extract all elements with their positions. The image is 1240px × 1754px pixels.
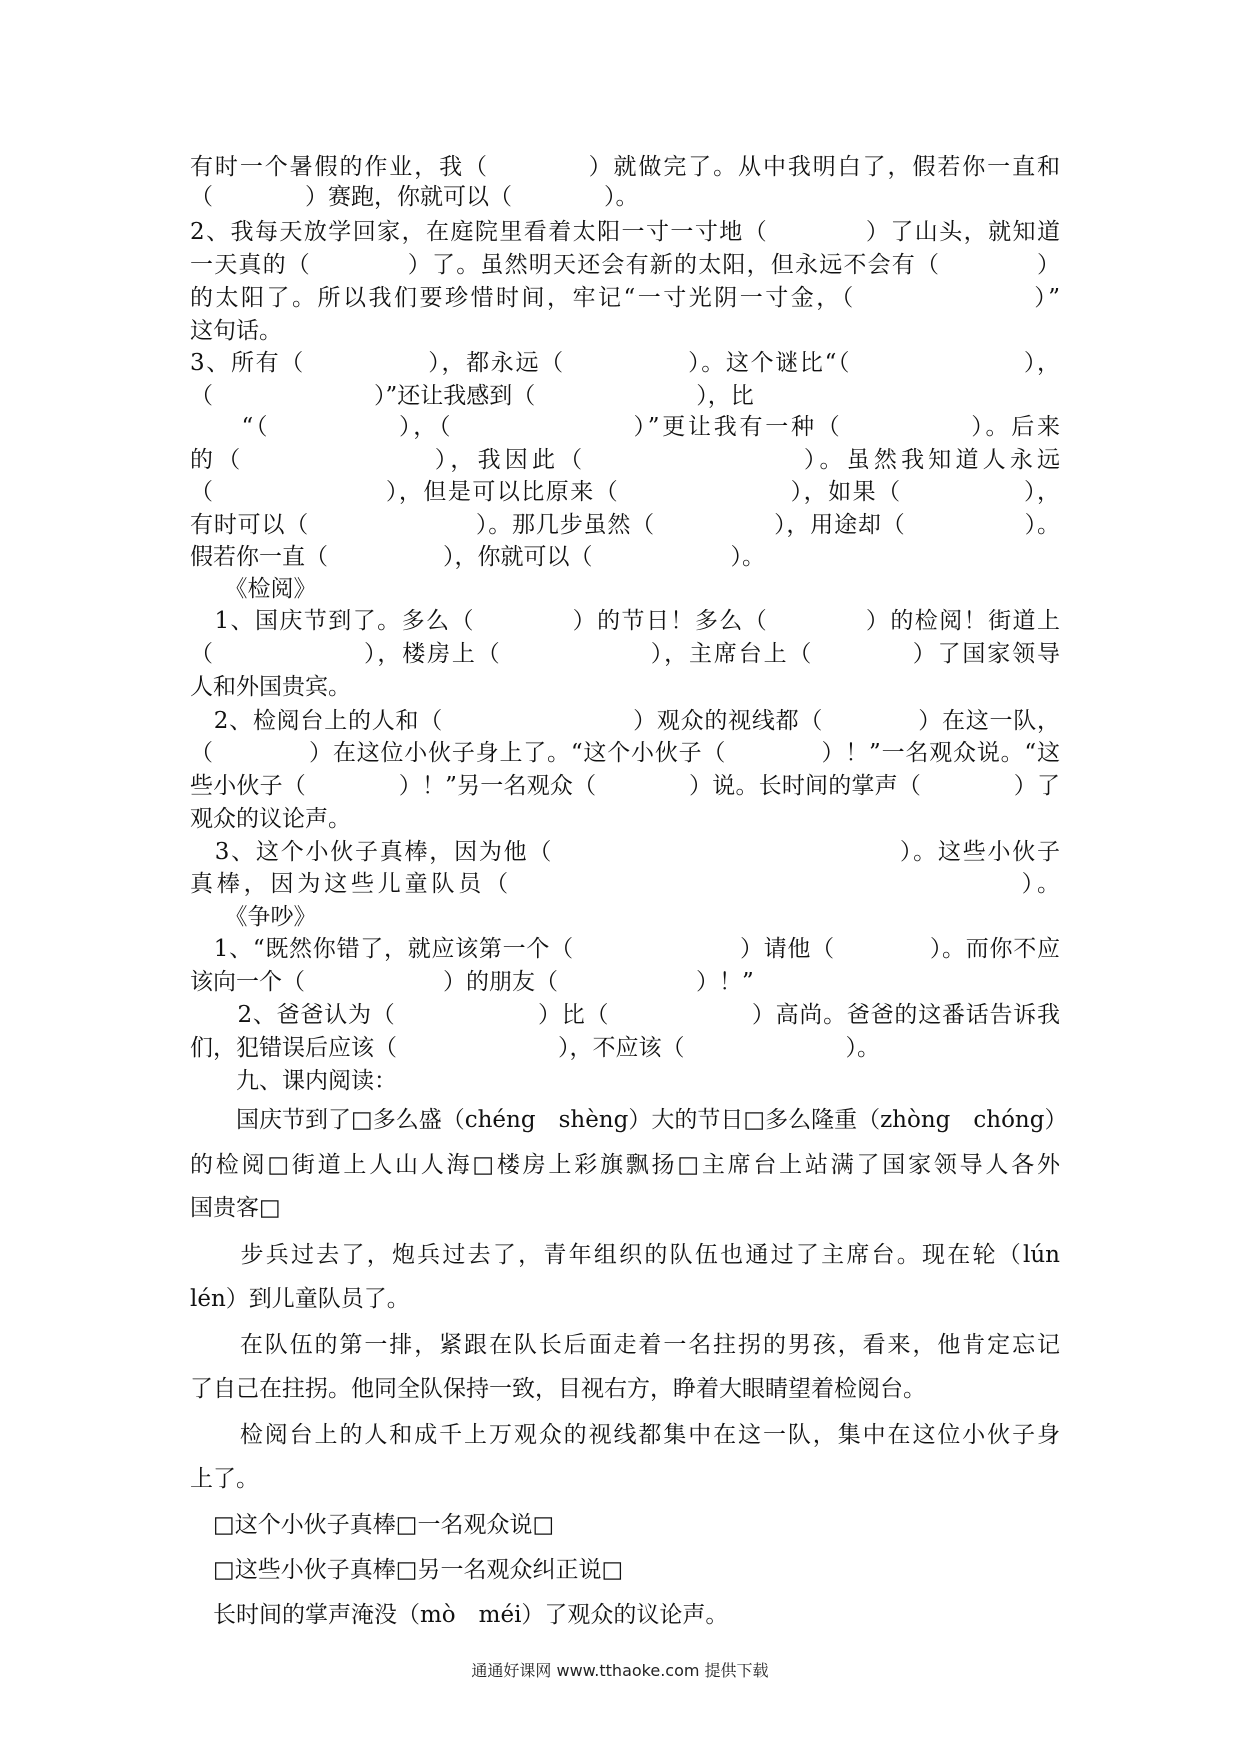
- text-line: 2、检阅台上的人和（ ）观众的视线都（ ）在这一队，: [190, 708, 1060, 734]
- text-line: 有时一个暑假的作业，我（ ）就做完了。从中我明白了，假若你一直和: [190, 154, 1060, 180]
- reading-line: 国庆节到了□多么盛（chéng shèng）大的节日□多么隆重（zhòng chóng）: [190, 1107, 1068, 1133]
- text-line: （ ）”还让我感到（ ），比: [190, 383, 754, 409]
- text-line: 2、我每天放学回家，在庭院里看着太阳一寸一寸地（ ）了山头，就知道: [190, 219, 1060, 245]
- text-line: 有时可以（ ）。那几步虽然（ ），用途却（ ）。: [190, 512, 1060, 538]
- text-line: 些小伙子（ ）！”另一名观众（ ）说。长时间的掌声（ ）了: [190, 773, 1060, 799]
- reading-line: 在队伍的第一排，紧跟在队长后面走着一名拄拐的男孩，看来，他肯定忘记: [190, 1332, 1060, 1358]
- text-line: 2、爸爸认为（ ）比（ ）高尚。爸爸的这番话告诉我: [190, 1002, 1060, 1028]
- text-line: 3、这个小伙子真棒，因为他（ ）。这些小伙子: [190, 839, 1060, 865]
- text-line: “（ ），（ ）”更让我有一种（ ）。后来: [190, 414, 1060, 440]
- text-line: （ ）赛跑，你就可以（ ）。: [190, 184, 639, 210]
- text-line: （ ），楼房上（ ），主席台上（ ）了国家领导: [190, 641, 1060, 667]
- text-line: 的（ ），我因此（ ）。虽然我知道人永远: [190, 447, 1060, 473]
- text-line: 该向一个（ ）的朋友（ ）！”: [190, 969, 754, 995]
- reading-line: 上了。: [190, 1466, 259, 1492]
- reading-line: □这个小伙子真棒□一名观众说□: [190, 1512, 555, 1538]
- text-line: 3、所有（ ），都永远（ ）。这个谜比“（ ），: [190, 350, 1060, 376]
- text-line: 真棒，因为这些儿童队员（ ）。: [190, 871, 1060, 897]
- section-title-zhengchao: 《争吵》: [190, 904, 317, 930]
- section-title-jianyue: 《检阅》: [190, 576, 317, 602]
- text-line: 们，犯错误后应该（ ），不应该（ ）。: [190, 1035, 880, 1061]
- text-line: 这句话。: [190, 318, 282, 344]
- reading-line: 的检阅□街道上人山人海□楼房上彩旗飘扬□主席台上站满了国家领导人各外: [190, 1152, 1060, 1178]
- reading-line: 国贵客□: [190, 1195, 281, 1221]
- reading-line: □这些小伙子真棒□另一名观众纠正说□: [190, 1557, 624, 1583]
- text-line: 一天真的（ ）了。虽然明天还会有新的太阳，但永远不会有（ ）: [190, 252, 1060, 278]
- text-line: （ ）在这位小伙子身上了。“这个小伙子（ ）！”一名观众说。“这: [190, 740, 1060, 766]
- section-heading-reading: 九、课内阅读：: [190, 1068, 397, 1094]
- text-line: 假若你一直（ ），你就可以（ ）。: [190, 544, 765, 570]
- text-line: 人和外国贵宾。: [190, 674, 351, 700]
- text-line: 的太阳了。所以我们要珍惜时间，牢记“一寸光阴一寸金，（ ）”: [190, 285, 1060, 311]
- text-line: 观众的议论声。: [190, 806, 351, 832]
- reading-line: 检阅台上的人和成千上万观众的视线都集中在这一队，集中在这位小伙子身: [190, 1422, 1060, 1448]
- text-line: （ ），但是可以比原来（ ），如果（ ），: [190, 479, 1060, 505]
- reading-line: 了自己在拄拐。他同全队保持一致，目视右方，睁着大眼睛望着检阅台。: [190, 1376, 926, 1402]
- text-line: 1、“既然你错了，就应该第一个（ ）请他（ ）。而你不应: [190, 936, 1060, 962]
- text-line: 1、国庆节到了。多么（ ）的节日！多么（ ）的检阅！街道上: [190, 608, 1060, 634]
- reading-line: 步兵过去了，炮兵过去了，青年组织的队伍也通过了主席台。现在轮（lún: [190, 1242, 1060, 1268]
- reading-line: 长时间的掌声淹没（mò méi）了观众的议论声。: [190, 1602, 729, 1628]
- page-footer: 通通好课网 www.tthaoke.com 提供下载: [471, 1661, 769, 1680]
- reading-line: lén）到儿童队员了。: [190, 1286, 410, 1312]
